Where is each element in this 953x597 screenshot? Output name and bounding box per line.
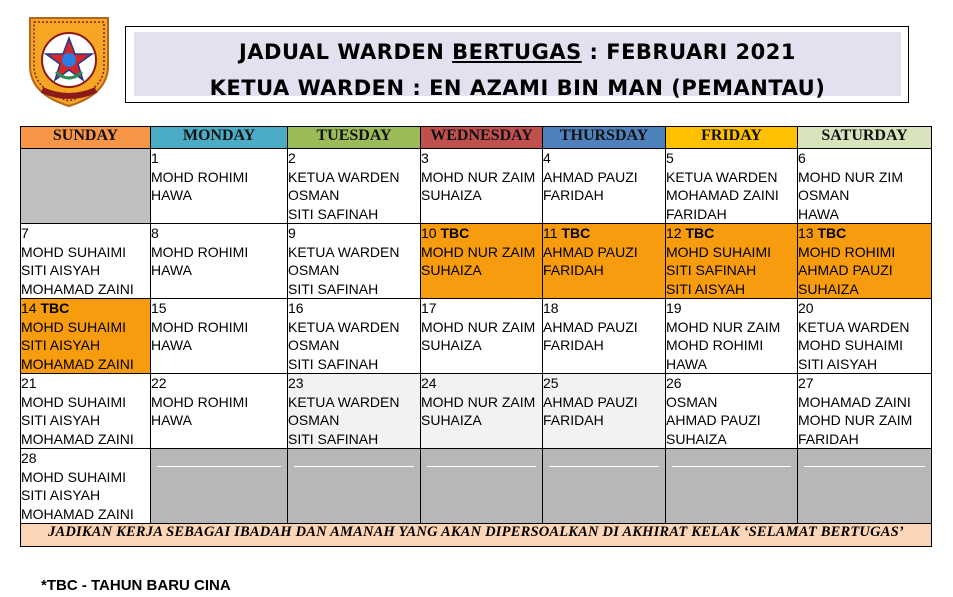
warden-name: MOHD NUR ZAIM (421, 168, 536, 185)
day-header-row (21, 127, 932, 149)
day-cell (21, 224, 151, 299)
warden-name: OSMAN (666, 393, 718, 410)
day-cell (151, 299, 288, 374)
date-number: 8 (151, 225, 159, 241)
warden-name: MOHD NUR ZAIM (666, 318, 781, 335)
warden-name: MOHAMAD ZAINI (21, 355, 134, 372)
date-number (543, 224, 665, 243)
day-cell (288, 299, 421, 374)
title-panel (134, 32, 901, 100)
date-number: 7 (21, 225, 29, 241)
warden-name: OSMAN (288, 262, 340, 278)
warden-name: HAWA (151, 262, 192, 278)
warden-name: MOHD ROHIMI (151, 393, 249, 410)
warden-name: MOHD SUHAIMI (21, 468, 126, 485)
warden-name: MOHAMAD ZAINI (666, 187, 779, 203)
warden-name: AHMAD PAUZI (543, 393, 638, 410)
warden-name: MOHD NUR ZAIM (798, 412, 913, 428)
week-row (21, 299, 932, 374)
warden-name: FARIDAH (543, 262, 604, 278)
date-number: 20 (798, 300, 814, 316)
warden-name: MOHD ROHIMI (151, 318, 249, 335)
warden-name: SUHAIZA (798, 280, 859, 297)
blank-line (672, 466, 791, 467)
warden-name: HAWA (151, 337, 192, 353)
warden-name: MOHD ROHIMI (798, 243, 896, 260)
warden-name: SITI AISYAH (21, 262, 101, 278)
date-number: 19 (666, 300, 682, 316)
warden-name: MOHD SUHAIMI (21, 243, 126, 260)
blank-line (294, 466, 414, 467)
warden-calendar (20, 126, 932, 547)
week-row (21, 224, 932, 299)
date-number: 25 (543, 375, 559, 391)
warden-name: AHMAD PAUZI (543, 243, 638, 260)
warden-name: KETUA WARDEN (288, 318, 400, 335)
warden-name: KETUA WARDEN (798, 318, 910, 335)
warden-name: MOHAMAD ZAINI (798, 393, 911, 410)
warden-name: SUHAIZA (421, 337, 482, 353)
day-header-tuesday: TUESDAY (288, 127, 421, 149)
date-number: 2 (288, 150, 296, 166)
date-value: 11 (543, 225, 562, 241)
date-number (666, 224, 797, 243)
date-number: 16 (288, 300, 304, 316)
day-cell (21, 299, 151, 374)
date-number: 4 (543, 150, 551, 166)
warden-name: HAWA (151, 412, 192, 428)
day-header-wednesday: WEDNESDAY (421, 127, 543, 149)
page-subtitle: KETUA WARDEN : EN AZAMI BIN MAN (PEMANTAU) (209, 76, 826, 100)
day-cell (288, 449, 421, 524)
day-cell (543, 149, 666, 224)
warden-name: OSMAN (798, 187, 850, 203)
warden-name: SITI SAFINAH (288, 430, 379, 447)
tbc-badge: TBC (817, 225, 847, 241)
warden-name: MOHAMAD ZAINI (21, 505, 134, 522)
warden-name: MOHD ROHIMI (151, 243, 249, 260)
warden-name: MOHD SUHAIMI (21, 393, 126, 410)
footer-row (21, 524, 932, 547)
footer-motto: JADIKAN KERJA SEBAGAI IBADAH DAN AMANAH YANG AKAN DIPERSOALKAN DI AKHIRAT KELAK ‘SELAMAT BERTUGAS’ (21, 524, 932, 547)
warden-name: SITI SAFINAH (288, 355, 379, 372)
day-cell (21, 374, 151, 449)
day-cell (288, 224, 421, 299)
warden-name: KETUA WARDEN (288, 168, 400, 185)
warden-name: KETUA WARDEN (666, 168, 778, 185)
warden-name: SUHAIZA (666, 430, 727, 447)
warden-name: FARIDAH (543, 412, 604, 428)
warden-name: SUHAIZA (421, 412, 482, 428)
tbc-badge: TBC (561, 225, 591, 241)
day-cell (798, 149, 932, 224)
day-cell (421, 299, 543, 374)
day-header-sunday: SUNDAY (21, 127, 151, 149)
warden-name: HAWA (151, 187, 192, 203)
date-number (421, 224, 542, 243)
week-row (21, 149, 932, 224)
page-title (134, 40, 901, 64)
day-cell (421, 149, 543, 224)
day-cell (288, 374, 421, 449)
warden-name: MOHD SUHAIMI (21, 318, 126, 335)
blank-line (427, 466, 536, 467)
warden-name: MOHD SUHAIMI (666, 243, 771, 260)
day-cell (21, 149, 151, 224)
day-cell (543, 299, 666, 374)
warden-name: OSMAN (288, 337, 340, 353)
tbc-note: *TBC - TAHUN BARU CINA (41, 577, 231, 594)
day-cell (421, 224, 543, 299)
date-value: 14 (21, 300, 41, 316)
warden-name: SITI SAFINAH (288, 205, 379, 222)
warden-name: HAWA (798, 205, 839, 222)
day-cell (151, 374, 288, 449)
date-value: 12 (666, 225, 686, 241)
day-cell (666, 224, 798, 299)
date-number: 1 (151, 150, 159, 166)
warden-name: AHMAD PAUZI (543, 318, 638, 335)
title-underlined: BERTUGAS (452, 40, 582, 64)
warden-name: MOHD NUR ZAIM (421, 318, 536, 335)
date-number: 23 (288, 375, 304, 391)
day-cell (666, 374, 798, 449)
date-number: 15 (151, 300, 167, 316)
week-row (21, 449, 932, 524)
date-number: 28 (21, 450, 37, 466)
warden-name: KETUA WARDEN (288, 393, 400, 410)
date-number: 21 (21, 375, 37, 391)
date-value: 13 (798, 225, 818, 241)
day-header-saturday: SATURDAY (798, 127, 932, 149)
warden-name: OSMAN (288, 412, 340, 428)
day-cell (798, 449, 932, 524)
day-cell (666, 299, 798, 374)
day-header-monday: MONDAY (151, 127, 288, 149)
blank-line (804, 466, 925, 467)
date-value: 10 (421, 225, 441, 241)
blank-line (157, 466, 281, 467)
date-number: 5 (666, 150, 674, 166)
date-number: 6 (798, 150, 806, 166)
warden-name: FARIDAH (666, 205, 727, 222)
warden-name: FARIDAH (798, 430, 859, 447)
date-number (798, 224, 931, 243)
warden-name: MOHD NUR ZAIM (421, 243, 536, 260)
warden-name: SITI AISYAH (666, 280, 746, 297)
date-number: 22 (151, 375, 167, 391)
date-number: 9 (288, 225, 296, 241)
day-cell (151, 449, 288, 524)
title-suffix: : FEBRUARI 2021 (581, 40, 797, 64)
school-logo (26, 14, 112, 108)
warden-name: HAWA (666, 355, 707, 372)
warden-name: MOHD NUR ZAIM (421, 393, 536, 410)
warden-name: SITI SAFINAH (288, 280, 379, 297)
day-cell (421, 449, 543, 524)
warden-name: FARIDAH (543, 337, 604, 353)
warden-name: SITI AISYAH (21, 412, 101, 428)
day-cell (288, 149, 421, 224)
date-number: 26 (666, 375, 682, 391)
day-cell (798, 299, 932, 374)
tbc-badge: TBC (685, 225, 715, 241)
warden-name: OSMAN (288, 187, 340, 203)
tbc-badge: TBC (440, 225, 470, 241)
warden-name: FARIDAH (543, 187, 604, 203)
warden-name: AHMAD PAUZI (543, 168, 638, 185)
day-cell (543, 449, 666, 524)
day-cell (666, 449, 798, 524)
warden-name: MOHAMAD ZAINI (21, 280, 134, 297)
warden-name: SITI SAFINAH (666, 262, 757, 278)
warden-name: SITI AISYAH (798, 355, 878, 372)
day-cell (543, 374, 666, 449)
day-cell (21, 449, 151, 524)
week-row (21, 374, 932, 449)
day-cell (151, 149, 288, 224)
warden-name: SUHAIZA (421, 187, 482, 203)
date-number: 27 (798, 375, 814, 391)
title-prefix: JADUAL WARDEN (238, 40, 453, 64)
day-cell (543, 224, 666, 299)
day-cell (798, 224, 932, 299)
warden-name: AHMAD PAUZI (798, 262, 893, 278)
warden-name: SITI AISYAH (21, 337, 101, 353)
day-cell (798, 374, 932, 449)
day-cell (421, 374, 543, 449)
warden-name: KETUA WARDEN (288, 243, 400, 260)
day-header-friday: FRIDAY (666, 127, 798, 149)
warden-name: SUHAIZA (421, 262, 482, 278)
date-number: 24 (421, 375, 437, 391)
warden-name: MOHAMAD ZAINI (21, 430, 134, 447)
tbc-badge: TBC (40, 300, 70, 316)
blank-line (549, 466, 659, 467)
warden-name: AHMAD PAUZI (666, 412, 761, 428)
title-box (125, 26, 909, 103)
date-number (21, 299, 150, 318)
warden-name: MOHD NUR ZIM (798, 168, 903, 185)
date-number: 18 (543, 300, 559, 316)
calendar-body (21, 149, 932, 524)
day-cell (151, 224, 288, 299)
date-number: 3 (421, 150, 429, 166)
warden-name: MOHD SUHAIMI (798, 337, 903, 353)
warden-name: SITI AISYAH (21, 487, 101, 503)
warden-name: MOHD ROHIMI (666, 337, 764, 353)
day-cell (666, 149, 798, 224)
date-number: 17 (421, 300, 437, 316)
warden-name: MOHD ROHIMI (151, 168, 249, 185)
day-header-thursday: THURSDAY (543, 127, 666, 149)
